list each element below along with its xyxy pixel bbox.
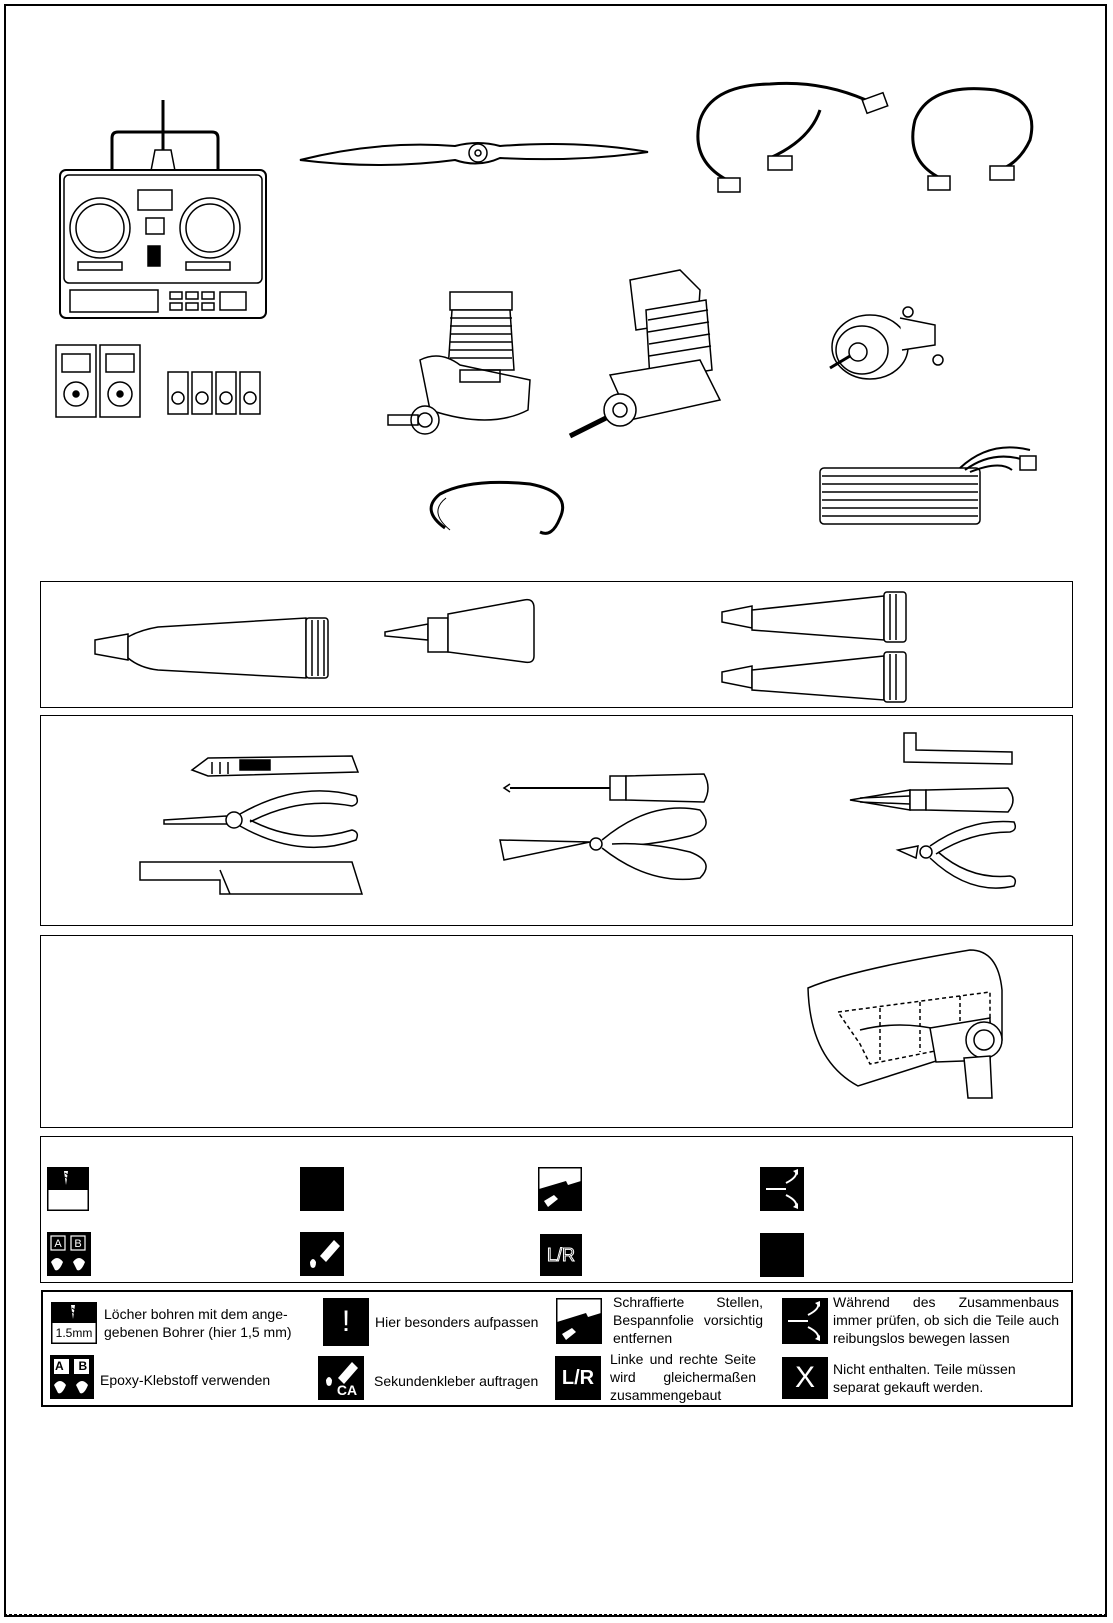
legend-free-movement-icon: [782, 1298, 828, 1344]
symbol-ca-glue-icon: [300, 1232, 344, 1276]
legend-free-movement-text: Während des Zusammenbaus immer prüfen, ob sich die Teile auch reibungslos bewegen lassen: [833, 1294, 1059, 1346]
micro-servos-icon: [168, 372, 260, 414]
tools-section: [40, 715, 1073, 926]
symbol-left-right-icon: [540, 1234, 582, 1276]
legend-drill-icon: [51, 1302, 97, 1344]
legend-left-right-caption: L/R: [561, 1367, 595, 1389]
symbol-left-right-label: L/R: [546, 1245, 575, 1265]
legend-epoxy-ab-caption: A B: [55, 1359, 94, 1373]
legend-drill-caption: 1.5mm: [55, 1326, 93, 1340]
legend-exclamation-icon: [323, 1298, 369, 1346]
page-bottom-dashed-line: [4, 1614, 1107, 1615]
symbol-drill-icon: [47, 1167, 89, 1211]
legend-epoxy-ab-icon: [50, 1355, 94, 1399]
radio-transmitter-icon: [60, 100, 266, 318]
electric-motor-icon: [830, 307, 943, 379]
servo-extension-cable-icon: [698, 83, 888, 192]
legend-drill-text: Löcher bohren mit dem ange-gebenen Bohrer (hier 1,5 mm): [104, 1306, 292, 1340]
legend-covering-removal-icon: [556, 1298, 602, 1344]
legend-ca-glue-caption: CA: [336, 1382, 358, 1398]
symbol-epoxy-ab-icon: [47, 1232, 91, 1276]
legend-not-included-caption: X: [794, 1361, 815, 1394]
legend-not-included-icon: [782, 1357, 828, 1399]
servo-y-cable-icon: [913, 89, 1032, 190]
legend-left-right-icon: [555, 1356, 601, 1400]
adhesives-section: [40, 581, 1073, 708]
covering-section: [40, 935, 1073, 1128]
legend-not-included-text: Nicht enthalten. Teile müssen separat gekauft werden.: [833, 1361, 1016, 1395]
svg-text:B: B: [74, 1238, 82, 1250]
legend-ca-glue-icon: [318, 1356, 364, 1400]
symbol-covering-removal-icon: [538, 1167, 582, 1211]
svg-text:A: A: [54, 1238, 62, 1250]
symbol-exclamation-icon: [300, 1167, 344, 1211]
two-stroke-engine-icon: [388, 292, 530, 434]
battery-pack-icon: [820, 447, 1036, 524]
propeller-icon: [300, 143, 648, 165]
legend-covering-removal-text: Schraffierte Stellen, Bespannfolie vorsichtig entfernen: [613, 1294, 763, 1346]
four-stroke-engine-icon: [570, 270, 720, 436]
equipment-illustrations: [0, 0, 1113, 560]
symbol-not-included-icon: [760, 1233, 804, 1277]
legend-left-right-text: Linke und rechte Seite wird gleichermaßen zusammengebaut: [610, 1351, 756, 1403]
legend-exclamation-caption: !: [341, 1305, 351, 1338]
legend-epoxy-ab-text: Epoxy-Klebstoff verwenden: [100, 1372, 271, 1388]
symbol-free-movement-icon: [760, 1167, 804, 1211]
legend-ca-glue-text: Sekundenkleber auftragen: [374, 1373, 539, 1389]
standard-servos-icon: [56, 345, 140, 417]
legend-exclamation-text: Hier besonders aufpassen: [375, 1314, 539, 1330]
fuel-tubing-icon: [431, 482, 563, 533]
